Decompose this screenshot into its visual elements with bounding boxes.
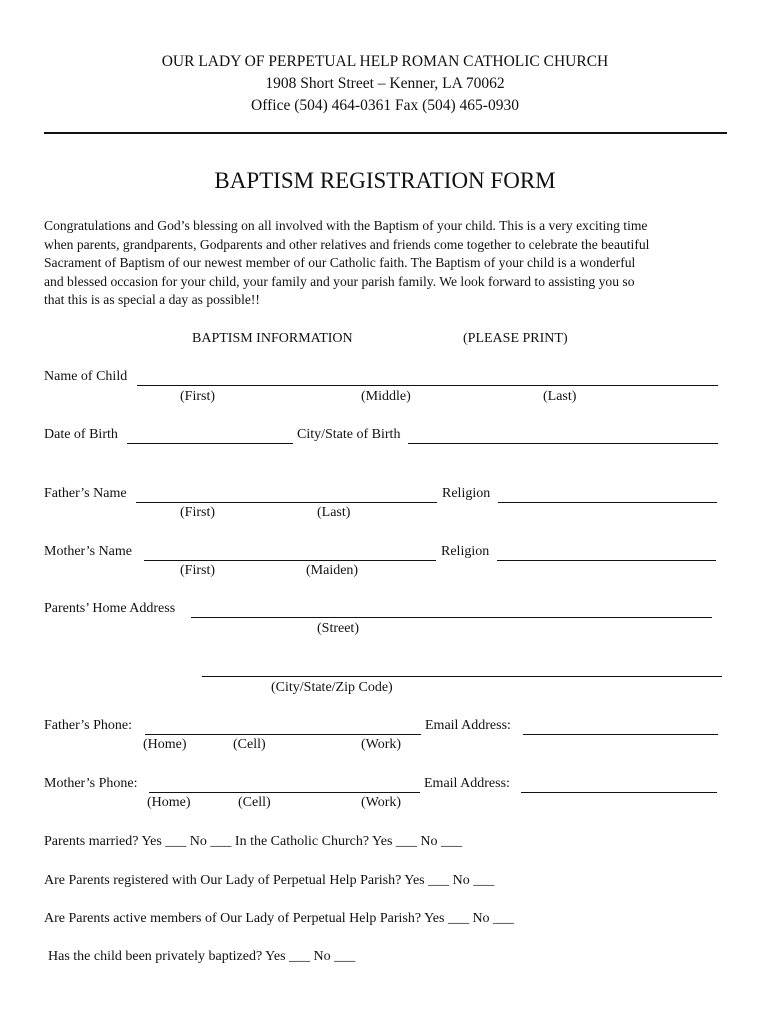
child-name-field[interactable]: [137, 370, 718, 386]
mother-home-caption: (Home): [147, 795, 191, 810]
intro-line: that this is as special a day as possible!!: [44, 292, 260, 308]
father-email-field[interactable]: [523, 719, 718, 735]
home-address-label: Parents’ Home Address: [44, 601, 176, 616]
father-religion-field[interactable]: [498, 487, 717, 503]
intro-line: and blessed occasion for your child, your family and your parish family. We look forward to assisting you so: [44, 273, 635, 289]
mother-religion-label: Religion: [441, 544, 490, 559]
birthplace-field[interactable]: [408, 428, 718, 444]
mother-religion-field[interactable]: [497, 545, 716, 561]
mother-phone-field[interactable]: [149, 777, 420, 793]
dob-label: Date of Birth: [44, 427, 118, 442]
mother-phone-label: Mother’s Phone:: [44, 776, 138, 791]
child-first-caption: (First): [180, 389, 215, 404]
father-last-caption: (Last): [317, 505, 351, 520]
birthplace-label: City/State of Birth: [297, 427, 401, 442]
header-divider: [44, 132, 727, 134]
child-last-caption: (Last): [543, 389, 577, 404]
question-privately-baptized: Has the child been privately baptized? Yes ___ No ___: [48, 949, 356, 964]
intro-line: when parents, grandparents, Godparents and other relatives and friends come together to celebrate the beautiful: [44, 236, 650, 252]
father-phone-field[interactable]: [145, 719, 421, 735]
mother-name-label: Mother’s Name: [44, 544, 132, 559]
intro-line: Congratulations and God’s blessing on all involved with the Baptism of your child. This is a very exciting time: [44, 218, 648, 233]
father-email-label: Email Address:: [425, 718, 511, 733]
print-note: (PLEASE PRINT): [463, 331, 568, 346]
section-heading: BAPTISM INFORMATION: [192, 331, 353, 346]
question-active-members: Are Parents active members of Our Lady of Perpetual Help Parish? Yes ___ No ___: [44, 911, 515, 926]
father-name-field[interactable]: [136, 487, 437, 503]
intro-line: Sacrament of Baptism of our newest member of our Catholic faith. The Baptism of your child is a wonderful: [44, 255, 636, 271]
question-married: Parents married? Yes ___ No ___ In the Catholic Church? Yes ___ No ___: [44, 834, 463, 849]
city-state-zip-field[interactable]: [202, 661, 722, 677]
child-middle-caption: (Middle): [361, 389, 411, 404]
father-first-caption: (First): [180, 505, 215, 520]
mother-email-field[interactable]: [521, 777, 717, 793]
mother-work-caption: (Work): [361, 795, 402, 810]
street-field[interactable]: [191, 602, 712, 618]
father-work-caption: (Work): [361, 737, 402, 752]
church-address: 1908 Short Street – Kenner, LA 70062: [265, 75, 505, 92]
mother-first-caption: (First): [180, 563, 215, 578]
father-religion-label: Religion: [442, 486, 491, 501]
mother-cell-caption: (Cell): [238, 795, 271, 810]
mother-email-label: Email Address:: [424, 776, 510, 791]
intro-paragraph: [44, 217, 734, 310]
father-name-label: Father’s Name: [44, 486, 127, 501]
city-state-zip-caption: (City/State/Zip Code): [271, 680, 393, 695]
father-phone-label: Father’s Phone:: [44, 718, 133, 733]
question-registered: Are Parents registered with Our Lady of Perpetual Help Parish? Yes ___ No ___: [44, 873, 495, 888]
street-caption: (Street): [317, 621, 359, 636]
church-name: OUR LADY OF PERPETUAL HELP ROMAN CATHOLIC CHURCH: [161, 53, 609, 70]
mother-name-field[interactable]: [144, 545, 436, 561]
father-home-caption: (Home): [143, 737, 187, 752]
child-name-label: Name of Child: [44, 369, 128, 384]
form-title: BAPTISM REGISTRATION FORM: [214, 168, 556, 193]
father-cell-caption: (Cell): [233, 737, 266, 752]
church-contact: Office (504) 464-0361 Fax (504) 465-0930: [251, 97, 519, 114]
dob-field[interactable]: [127, 428, 293, 444]
mother-maiden-caption: (Maiden): [306, 563, 359, 578]
